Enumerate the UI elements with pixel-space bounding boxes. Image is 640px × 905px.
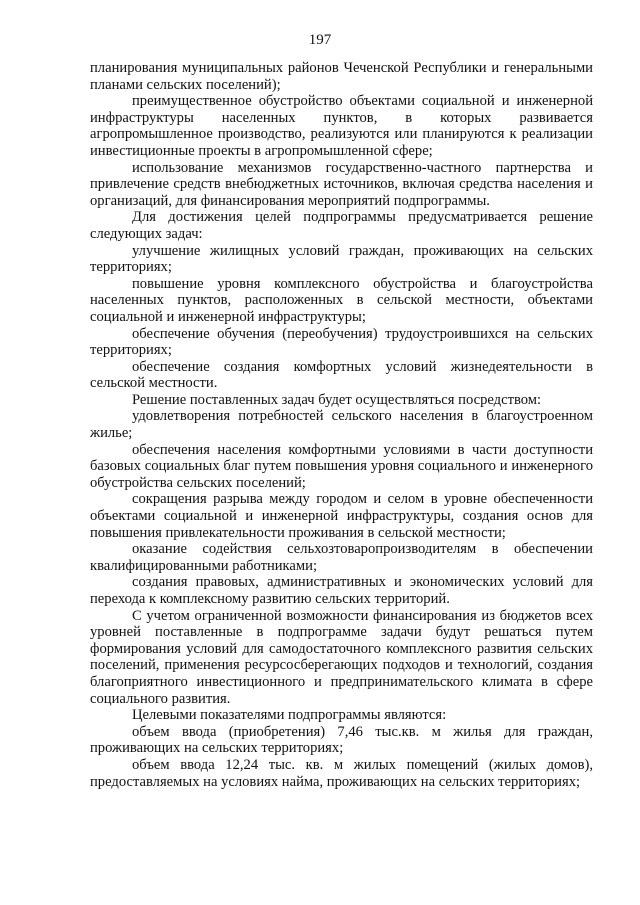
paragraph: С учетом ограниченной возможности финансирования из бюджетов всех уровней поставленные в подпрограмме задачи будут решаться путем формирования условий для самодостаточного комплексного развития сельских поселений, применения ресурсосберегающих подходов и технологий, создания благоприятного инвестиционного и предпринимательского климата в сфере социального развития. (90, 607, 593, 707)
paragraph: объем ввода 12,24 тыс. кв. м жилых помещений (жилых домов), предоставляемых на условиях найма, проживающих на сельских территориях; (90, 756, 593, 790)
paragraph: сокращения разрыва между городом и селом в уровне обеспеченности объектами социальной и инженерной инфраструктуры, создания основ для повышения привлекательности проживания в сельской местности; (90, 491, 593, 541)
paragraph: Для достижения целей подпрограммы предусматривается решение следующих задач: (90, 209, 593, 242)
paragraph: обеспечение обучения (переобучения) трудоустроившихся на сельских территориях; (90, 325, 593, 359)
paragraph: Целевыми показателями подпрограммы являются: (132, 707, 447, 724)
paragraph: использование механизмов государственно-частного партнерства и привлечение средств внебюджетных источников, включая средства населения и организаций, для финансирования мероприятий подпрограммы. (90, 159, 593, 209)
paragraph: обеспечение создания комфортных условий жизнедеятельности в сельской местности. (90, 358, 593, 392)
paragraph: преимущественное обустройство объектами социальной и инженерной инфраструктуры населенных пунктов, в которых развивается агропромышленное производство, реализуются или планируются к реализации инвестиционные проекты в агропромышленной сфере; (90, 93, 593, 159)
paragraph: улучшение жилищных условий граждан, проживающих на сельских территориях; (90, 242, 593, 276)
paragraph: создания правовых, административных и экономических условий для перехода к комплексному развитию сельских территорий. (90, 574, 593, 607)
paragraph: Решение поставленных задач будет осуществляться посредством: (132, 391, 542, 408)
paragraph: повышение уровня комплексного обустройства и благоустройства населенных пунктов, расположенных в сельской местности, объектами социальной и инженерной инфраструктуры; (90, 275, 593, 325)
paragraph-continuation: планирования муниципальных районов Чеченской Республики и генеральными планами сельских поселений); (90, 60, 593, 93)
paragraph: объем ввода (приобретения) 7,46 тыс.кв. м жилья для граждан, проживающих на сельских территориях; (90, 723, 593, 757)
page-number: 197 (308, 32, 332, 48)
paragraph: удовлетворения потребностей сельского населения в благоустроенном жилье; (90, 408, 593, 442)
body-text (90, 60, 593, 790)
paragraph: обеспечения населения комфортными условиями в части доступности базовых социальных благ путем повышения уровня социального и инженерного обустройства сельских поселений; (90, 441, 593, 491)
paragraph: оказание содействия сельхозтоваропроизводителям в обеспечении квалифицированными работниками; (90, 541, 593, 574)
